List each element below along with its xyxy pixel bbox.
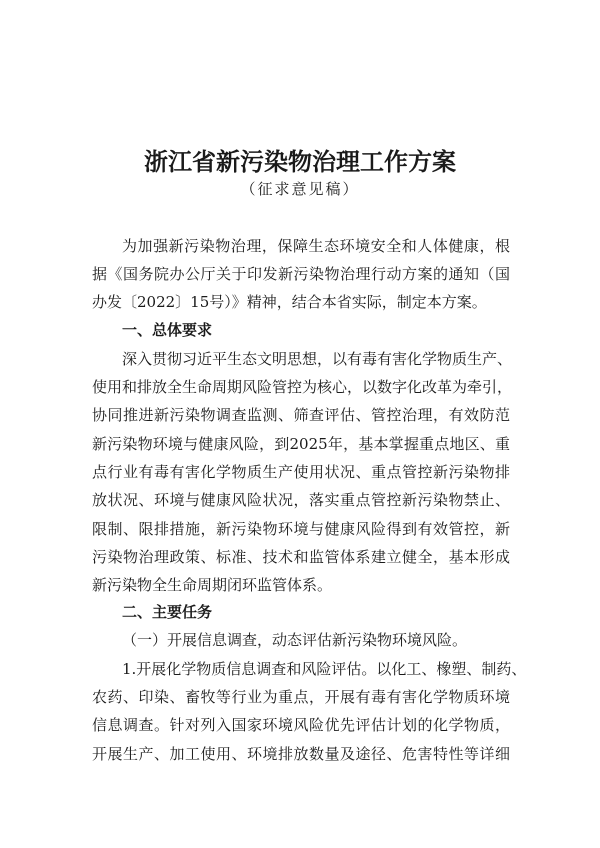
paragraph-line: 农药、印染、畜牧等行业为重点，开展有毒有害化学物质环境 (92, 688, 510, 706)
document-title: 浙江省新污染物治理工作方案 (144, 147, 456, 176)
section-heading: 二、主要任务 (122, 603, 213, 621)
paragraph-line: 为加强新污染物治理，保障生态环境安全和人体健康，根 (122, 237, 510, 255)
paragraph-line: 限制、限排措施，新污染物环境与健康风险得到有效管控，新 (92, 520, 510, 538)
paragraph-line: 协同推进新污染物调查监测、筛查评估、管控治理，有效防范 (92, 406, 510, 424)
paragraph-line: 办发〔2022〕15号）》精神，结合本省实际，制定本方案。 (92, 293, 487, 311)
paragraph-line: 污染物治理政策、标准、技术和监管体系建立健全，基本形成 (92, 548, 510, 566)
paragraph-line: 放状况、环境与健康风险状况，落实重点管控新污染物禁止、 (92, 491, 510, 509)
paragraph-line: 信息调查。针对列入国家环境风险优先评估计划的化学物质， (92, 716, 510, 734)
paragraph-line: 新污染物环境与健康风险，到2025年，基本掌握重点地区、重 (92, 435, 510, 453)
section-heading: 一、总体要求 (122, 321, 213, 339)
paragraph-line: 点行业有毒有害化学物质生产使用状况、重点管控新污染物排 (92, 463, 510, 481)
document-subtitle: （征求意见稿） (240, 180, 360, 198)
paragraph-line: 新污染物全生命周期闭环监管体系。 (92, 576, 333, 594)
paragraph-line: 据《国务院办公厅关于印发新污染物治理行动方案的通知（国 (92, 265, 510, 283)
paragraph-line: 深入贯彻习近平生态文明思想，以有毒有害化学物质生产、 (122, 350, 513, 368)
paragraph-line: 使用和排放全生命周期风险管控为核心，以数字化改革为牵引， (92, 378, 513, 396)
paragraph-line: 开展生产、加工使用、环境排放数量及途径、危害特性等详细 (92, 745, 510, 763)
subsection-heading: （一）开展信息调查，动态评估新污染物环境风险。 (122, 631, 468, 649)
paragraph-line: 1.开展化学物质信息调查和风险评估。以化工、橡塑、制药、 (122, 660, 527, 678)
